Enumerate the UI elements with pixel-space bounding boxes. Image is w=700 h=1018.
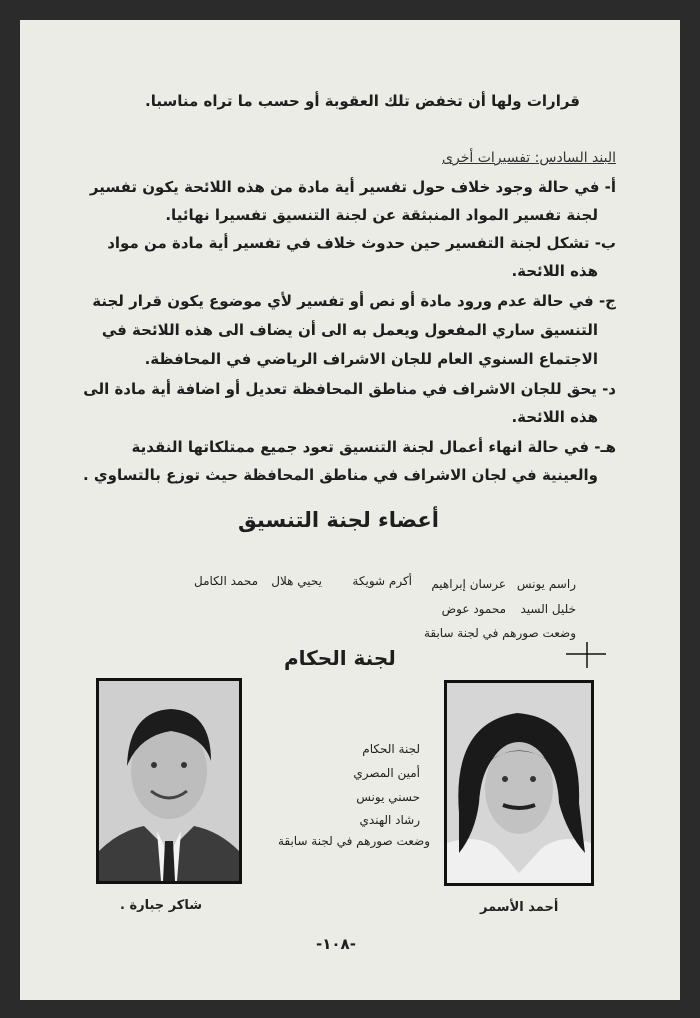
item-line: ج- في حالة عدم ورود مادة أو نص أو تفسير لأي موضوع يكون قرار لجنة <box>92 292 616 310</box>
coordination-committee-heading: أعضاء لجنة التنسيق <box>238 508 439 532</box>
member-name: راسم يونس <box>516 577 576 591</box>
photo-left <box>96 678 242 884</box>
members-note: وضعت صورهم في لجنة سابقة <box>423 626 576 640</box>
referees-list-item: رشاد الهندي <box>359 813 420 827</box>
item-line: التنسيق ساري المفعول ويعمل به الى أن يضاف الى هذه اللائحة في <box>101 321 598 339</box>
item-line: هذه اللائحة. <box>511 408 598 426</box>
member-name: خليل السيد <box>520 602 576 616</box>
cross-mark <box>566 640 606 670</box>
item-line: لجنة تفسير المواد المنبثقة عن لجنة التنسيق تفسيرا نهائيا. <box>165 206 598 224</box>
item-line: هذه اللائحة. <box>511 262 598 280</box>
referees-list-item: لجنة الحكام <box>362 742 420 756</box>
referees-committee-heading: لجنة الحكام <box>284 646 396 670</box>
section-title: البند السادس: تفسيرات أخرى <box>442 150 616 166</box>
photo-right <box>444 680 594 886</box>
photo-right-caption: أحمد الأسمر <box>480 900 559 915</box>
item-line: د- يحق للجان الاشراف في مناطق المحافظة تعديل أو اضافة أية مادة الى <box>83 380 616 398</box>
referees-list-item: أمين المصري <box>353 766 420 780</box>
page-number: -١٠٨- <box>316 935 356 953</box>
member-name: محمود عوض <box>441 602 506 616</box>
referees-list-item: وضعت صورهم في لجنة سابقة <box>277 834 430 848</box>
item-line: والعينية في لجان الاشراف في مناطق المحافظة حيث توزع بالتساوي . <box>83 466 598 484</box>
member-name: يحيي هلال <box>271 574 322 588</box>
item-line: هـ- في حالة انهاء أعمال لجنة التنسيق تعود جميع ممتلكاتها النقدية <box>131 438 616 456</box>
item-line: ب- تشكل لجنة التفسير حين حدوث خلاف في تفسير أية مادة من مواد <box>107 234 616 252</box>
item-line: أ- في حالة وجود خلاف حول تفسير أية مادة من هذه اللائحة يكون تفسير <box>89 178 616 196</box>
member-name: محمد الكامل <box>193 574 258 588</box>
photo-left-caption: شاكر جبارة . <box>120 898 203 913</box>
item-line: الاجتماع السنوي العام للجان الاشراف الرياضي في المحافظة. <box>144 350 598 368</box>
member-name: عرسان إبراهيم <box>431 577 506 591</box>
member-name: أكرم شويكة <box>352 574 412 588</box>
document-page <box>20 20 680 1000</box>
intro-paragraph: قرارات ولها أن تخفض تلك العقوبة أو حسب ما تراه مناسبا. <box>145 92 580 110</box>
referees-list-item: حسني يونس <box>356 790 420 804</box>
